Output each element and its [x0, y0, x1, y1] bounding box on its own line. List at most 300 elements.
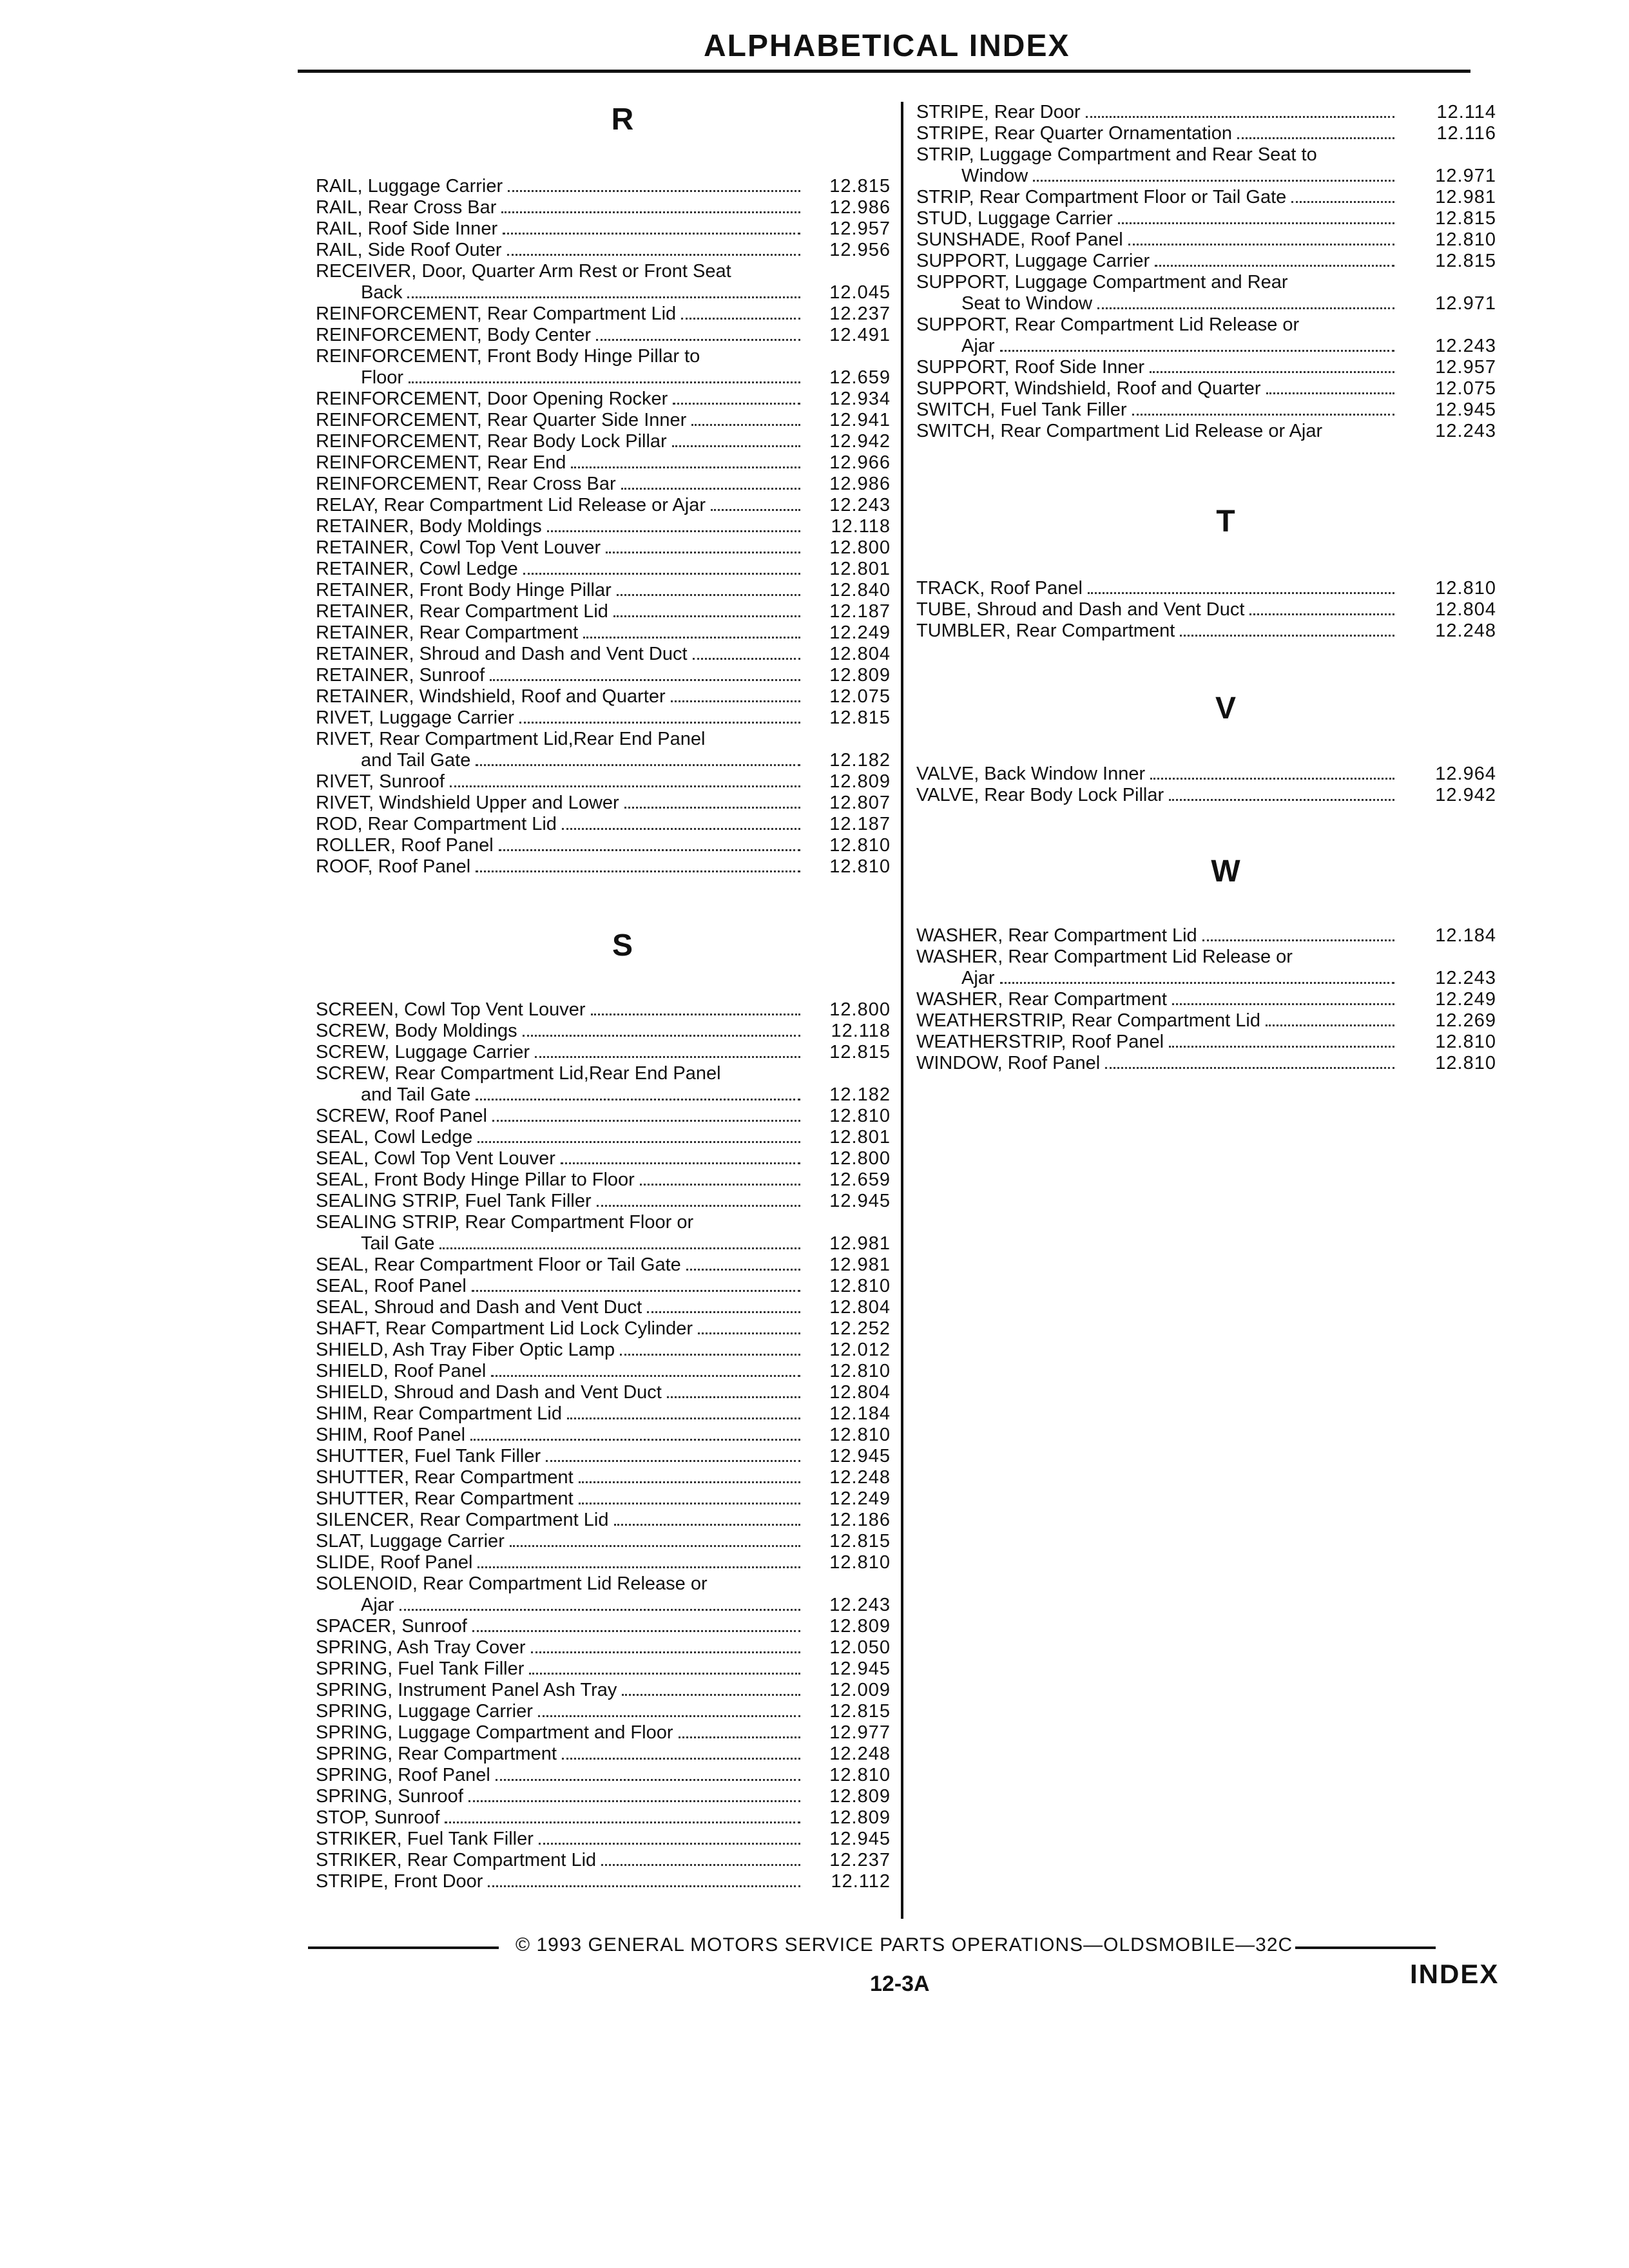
section-label: INDEX	[1410, 1959, 1499, 1989]
index-entry	[316, 1191, 891, 1212]
index-entry	[316, 1361, 891, 1382]
index-entry	[916, 599, 1496, 620]
page-reference: 12.815	[1435, 251, 1496, 271]
entry-list	[316, 999, 891, 1892]
dot-leader	[407, 296, 800, 298]
entry-text: SCREW, Luggage Carrier	[316, 1042, 530, 1062]
index-entry	[316, 1106, 891, 1127]
page-reference: 12.804	[829, 644, 891, 664]
dot-leader	[1097, 307, 1394, 309]
left-column	[316, 102, 891, 1892]
page-reference: 12.986	[829, 197, 891, 218]
entry-text: REINFORCEMENT, Body Center	[316, 325, 592, 345]
entry-text: RAIL, Roof Side Inner	[316, 218, 498, 239]
page-reference: 12.187	[829, 814, 891, 834]
page-reference: 12.810	[829, 1361, 891, 1381]
dot-leader	[539, 1843, 800, 1845]
index-entry	[316, 771, 891, 793]
dot-leader	[622, 1694, 800, 1696]
index-entry	[316, 707, 891, 729]
entry-list	[916, 925, 1496, 1074]
entry-text: SHUTTER, Rear Compartment	[316, 1488, 574, 1509]
entry-text: SLAT, Luggage Carrier	[316, 1531, 505, 1552]
section-letter: S	[612, 928, 633, 963]
dot-leader	[450, 785, 800, 787]
page-reference: 12.957	[829, 218, 891, 239]
index-entry	[316, 1382, 891, 1403]
page-reference: 12.801	[829, 1127, 891, 1148]
dot-leader	[562, 1758, 800, 1760]
entry-text: RETAINER, Rear Compartment Lid	[316, 601, 608, 622]
dot-leader	[1291, 201, 1394, 203]
page-reference: 12.957	[1435, 357, 1496, 378]
page-reference: 12.804	[1435, 599, 1496, 620]
entry-text: SPRING, Fuel Tank Filler	[316, 1658, 525, 1679]
index-entry	[316, 622, 891, 644]
index-entry	[316, 1488, 891, 1510]
entry-text: RAIL, Rear Cross Bar	[316, 197, 497, 218]
page-reference: 12.981	[829, 1233, 891, 1254]
entry-text: SPRING, Luggage Compartment and Floor	[316, 1722, 673, 1743]
dot-leader	[567, 1418, 800, 1419]
page-reference: 12.801	[829, 559, 891, 579]
entry-text-continued: Tail Gate	[361, 1233, 435, 1254]
entry-text: SUPPORT, Luggage Carrier	[916, 251, 1150, 271]
entry-text: SEAL, Shroud and Dash and Vent Duct	[316, 1297, 642, 1318]
index-entry	[316, 793, 891, 814]
index-entry	[916, 251, 1496, 272]
entry-text: SPRING, Sunroof	[316, 1786, 463, 1807]
dot-leader	[477, 1141, 800, 1143]
page-reference: 12.810	[829, 1765, 891, 1785]
page-reference: 12.810	[829, 856, 891, 877]
index-entry	[316, 1254, 891, 1276]
entry-text: SCREW, Body Moldings	[316, 1021, 517, 1041]
page-reference: 12.815	[829, 176, 891, 197]
index-entry	[916, 357, 1496, 378]
entry-text: REINFORCEMENT, Rear End	[316, 452, 566, 473]
dot-leader	[1128, 244, 1394, 245]
dot-leader	[535, 1056, 800, 1058]
dot-leader	[1033, 180, 1394, 182]
entry-text: STRIPE, Rear Door	[916, 102, 1081, 122]
dot-leader	[606, 552, 800, 553]
index-entry	[316, 601, 891, 622]
dot-leader	[477, 1566, 800, 1568]
page-reference: 12.977	[829, 1722, 891, 1743]
entry-text-continued: Back	[361, 282, 403, 303]
index-entry	[316, 303, 891, 325]
index-entry	[316, 1786, 891, 1807]
page-reference: 12.934	[829, 389, 891, 409]
index-entry	[916, 1032, 1496, 1053]
page-reference: 12.248	[829, 1744, 891, 1764]
dot-leader	[1105, 1067, 1394, 1069]
page-reference: 12.966	[829, 452, 891, 473]
page-reference: 12.114	[1436, 102, 1496, 122]
dot-leader	[472, 1630, 800, 1632]
entry-text: REINFORCEMENT, Rear Compartment Lid	[316, 303, 677, 324]
dot-leader	[617, 594, 800, 596]
dot-leader	[409, 381, 800, 383]
entry-text: ROOF, Roof Panel	[316, 856, 471, 877]
dot-leader	[681, 318, 800, 320]
dot-leader	[613, 615, 800, 617]
index-entry	[316, 1063, 891, 1106]
index-entry	[316, 1021, 891, 1042]
entry-text: REINFORCEMENT, Rear Quarter Side Inner	[316, 410, 687, 430]
page-reference: 12.186	[829, 1510, 891, 1530]
index-entry	[316, 1722, 891, 1744]
entry-text: SPACER, Sunroof	[316, 1616, 467, 1637]
entry-text: RECEIVER, Door, Quarter Arm Rest or Front Seat	[316, 261, 731, 282]
page-reference: 12.971	[1435, 293, 1496, 314]
dot-leader	[1118, 222, 1394, 224]
index-entry	[916, 1010, 1496, 1032]
entry-text: SCREW, Rear Compartment Lid,Rear End Panel	[316, 1063, 721, 1084]
index-entry	[916, 378, 1496, 399]
page-reference: 12.809	[829, 1616, 891, 1637]
index-entry	[316, 1829, 891, 1850]
index-entry	[916, 229, 1496, 251]
index-entry	[316, 559, 891, 580]
footer-rule-right	[1295, 1946, 1436, 1949]
entry-list	[916, 102, 1496, 442]
entry-text: REINFORCEMENT, Door Opening Rocker	[316, 389, 668, 409]
column-divider	[901, 102, 903, 1919]
dot-leader	[1150, 371, 1394, 373]
page-reference: 12.945	[829, 1191, 891, 1211]
index-entry	[316, 1127, 891, 1148]
page-reference: 12.807	[829, 793, 891, 813]
index-section	[916, 691, 1496, 806]
index-section	[316, 928, 891, 1892]
footer-copyright: © 1993 GENERAL MOTORS SERVICE PARTS OPERATIONS—OLDSMOBILE—32C	[516, 1934, 1293, 1956]
dot-leader	[400, 1609, 800, 1611]
dot-leader	[571, 466, 800, 468]
entry-text: SUNSHADE, Roof Panel	[916, 229, 1123, 250]
index-entry	[316, 1658, 891, 1680]
index-entry	[916, 399, 1496, 421]
index-entry	[316, 1850, 891, 1871]
page-reference: 12.942	[829, 431, 891, 452]
page-reference: 12.491	[829, 325, 891, 345]
dot-leader	[562, 828, 800, 830]
entry-text: STOP, Sunroof	[316, 1807, 440, 1828]
entry-text: WINDOW, Roof Panel	[916, 1053, 1101, 1073]
entry-text: SCREEN, Cowl Top Vent Louver	[316, 999, 586, 1020]
dot-leader	[1202, 939, 1394, 941]
page-reference: 12.815	[829, 1531, 891, 1552]
page-reference: 12.243	[829, 1595, 891, 1615]
page-reference: 12.810	[1435, 1053, 1496, 1073]
entry-text-continued: Ajar	[961, 336, 995, 356]
page-reference: 12.981	[829, 1254, 891, 1275]
page-reference: 12.182	[829, 750, 891, 771]
entry-text: STRIPE, Rear Quarter Ornamentation	[916, 123, 1232, 144]
entry-text: RELAY, Rear Compartment Lid Release or Ajar	[316, 495, 706, 515]
dot-leader	[698, 1332, 800, 1334]
dot-leader	[445, 1821, 800, 1823]
index-entry	[316, 1701, 891, 1722]
index-entry	[916, 144, 1496, 187]
entry-text: WASHER, Rear Compartment Lid Release or	[916, 947, 1293, 967]
entry-text: STRIP, Luggage Compartment and Rear Seat to	[916, 144, 1317, 165]
index-section	[916, 102, 1496, 442]
dot-leader	[468, 1800, 800, 1802]
dot-leader	[501, 211, 800, 213]
page-reference: 12.118	[831, 516, 891, 537]
page-reference: 12.815	[1435, 208, 1496, 229]
dot-leader	[1000, 982, 1394, 984]
entry-text: SCREW, Roof Panel	[316, 1106, 487, 1126]
entry-text: VALVE, Rear Body Lock Pillar	[916, 785, 1164, 805]
dot-leader	[711, 509, 800, 511]
dot-leader	[596, 339, 800, 341]
entry-text: SUPPORT, Windshield, Roof and Quarter	[916, 378, 1261, 399]
page-reference: 12.116	[1436, 123, 1496, 144]
dot-leader	[476, 870, 800, 872]
entry-text: SHIELD, Roof Panel	[316, 1361, 487, 1381]
entry-text: STRIP, Rear Compartment Floor or Tail Gate	[916, 187, 1287, 207]
page-reference: 12.659	[829, 367, 891, 388]
index-entry	[316, 240, 891, 261]
page-reference: 12.050	[829, 1637, 891, 1658]
entry-text: VALVE, Back Window Inner	[916, 764, 1146, 784]
page-number: 12-3A	[870, 1972, 930, 1996]
page-reference: 12.249	[829, 622, 891, 643]
section-letter: T	[1216, 505, 1235, 539]
dot-leader	[597, 1205, 800, 1207]
entry-text: SHIELD, Ash Tray Fiber Optic Lamp	[316, 1340, 615, 1360]
dot-leader	[476, 764, 800, 766]
dot-leader	[691, 424, 800, 426]
section-letter: W	[1211, 854, 1240, 889]
entry-text: RETAINER, Cowl Ledge	[316, 559, 518, 579]
index-entry	[316, 1042, 891, 1063]
entry-text: SLIDE, Roof Panel	[316, 1552, 473, 1573]
dot-leader	[614, 1524, 801, 1526]
index-entry	[316, 1403, 891, 1425]
index-entry	[916, 578, 1496, 599]
entry-text: STUD, Luggage Carrier	[916, 208, 1113, 229]
index-entry	[916, 925, 1496, 947]
dot-leader	[621, 488, 800, 490]
entry-text: RIVET, Rear Compartment Lid,Rear End Panel	[316, 729, 706, 749]
index-entry	[916, 785, 1496, 806]
index-entry	[316, 431, 891, 452]
page-reference: 12.815	[829, 1042, 891, 1062]
dot-leader	[640, 1184, 800, 1186]
page-reference: 12.945	[1435, 399, 1496, 420]
index-entry	[316, 537, 891, 559]
entry-text: ROLLER, Roof Panel	[316, 835, 494, 856]
index-entry	[916, 272, 1496, 314]
entry-text: SPRING, Luggage Carrier	[316, 1701, 533, 1722]
dot-leader	[579, 1481, 800, 1483]
dot-leader	[529, 1673, 800, 1675]
index-entry	[316, 1871, 891, 1892]
index-entry	[316, 1531, 891, 1552]
dot-leader	[472, 1290, 800, 1292]
index-entry	[916, 102, 1496, 123]
section-letter: V	[1215, 691, 1236, 726]
dot-leader	[1169, 799, 1394, 801]
page-reference: 12.252	[829, 1318, 891, 1339]
index-entry	[316, 1765, 891, 1786]
entry-text: SWITCH, Fuel Tank Filler	[916, 399, 1127, 420]
entry-text-continued: and Tail Gate	[361, 1084, 471, 1105]
entry-text: RETAINER, Front Body Hinge Pillar	[316, 580, 612, 601]
index-entry	[916, 764, 1496, 785]
entry-text: STRIPE, Front Door	[316, 1871, 483, 1892]
entry-text: RIVET, Windshield Upper and Lower	[316, 793, 619, 813]
index-entry	[916, 989, 1496, 1010]
index-entry	[916, 1053, 1496, 1074]
entry-text: SPRING, Instrument Panel Ash Tray	[316, 1680, 617, 1700]
entry-text: RETAINER, Windshield, Roof and Quarter	[316, 686, 666, 707]
dot-leader	[510, 1545, 800, 1547]
page-reference: 12.971	[1435, 166, 1496, 186]
page-reference: 12.243	[1435, 421, 1496, 441]
page-reference: 12.269	[1435, 1010, 1496, 1031]
entry-text: SHUTTER, Rear Compartment	[316, 1467, 574, 1488]
page-reference: 12.804	[829, 1382, 891, 1403]
entry-text: SEAL, Cowl Top Vent Louver	[316, 1148, 555, 1169]
dot-leader	[492, 1120, 800, 1122]
index-entry	[316, 1297, 891, 1318]
dot-leader	[538, 1715, 800, 1717]
page-reference: 12.800	[829, 537, 891, 558]
index-entry	[316, 1340, 891, 1361]
entry-text: RETAINER, Body Moldings	[316, 516, 542, 537]
entry-text: TUMBLER, Rear Compartment	[916, 620, 1175, 641]
entry-text: SHIELD, Shroud and Dash and Vent Duct	[316, 1382, 662, 1403]
entry-text: RETAINER, Cowl Top Vent Louver	[316, 537, 601, 558]
entry-text: REINFORCEMENT, Rear Body Lock Pillar	[316, 431, 667, 452]
entry-text: RETAINER, Rear Compartment	[316, 622, 579, 643]
entry-text: TRACK, Roof Panel	[916, 578, 1083, 599]
index-entry	[316, 686, 891, 707]
index-entry	[316, 325, 891, 346]
page-reference: 12.800	[829, 999, 891, 1020]
index-entry	[916, 947, 1496, 989]
page-reference: 12.942	[1435, 785, 1496, 805]
page-reference: 12.659	[829, 1169, 891, 1190]
index-entry	[316, 1212, 891, 1254]
page-reference: 12.112	[831, 1871, 891, 1892]
entry-text: SHIM, Rear Compartment Lid	[316, 1403, 562, 1424]
index-entry	[316, 1425, 891, 1446]
entry-text: WASHER, Rear Compartment	[916, 989, 1167, 1010]
index-entry	[316, 495, 891, 516]
page-reference: 12.941	[829, 410, 891, 430]
dot-leader	[1249, 613, 1394, 615]
dot-leader	[507, 254, 800, 256]
entry-list	[916, 578, 1496, 642]
entry-text: RAIL, Luggage Carrier	[316, 176, 503, 197]
dot-leader	[1086, 116, 1394, 118]
index-entry	[316, 1680, 891, 1701]
page-reference: 12.945	[829, 1446, 891, 1466]
entry-text: SUPPORT, Luggage Compartment and Rear	[916, 272, 1288, 293]
dot-leader	[508, 190, 800, 192]
entry-text: SEAL, Front Body Hinge Pillar to Floor	[316, 1169, 635, 1190]
page-reference: 12.945	[829, 1829, 891, 1849]
index-entry	[316, 1467, 891, 1488]
index-entry	[316, 729, 891, 771]
dot-leader	[591, 1014, 800, 1015]
entry-text: SPRING, Rear Compartment	[316, 1744, 557, 1764]
page-reference: 12.237	[829, 1850, 891, 1870]
page-reference: 12.118	[831, 1021, 891, 1041]
page-reference: 12.243	[1435, 968, 1496, 988]
page-reference: 12.981	[1435, 187, 1496, 207]
dot-leader	[679, 1736, 801, 1738]
entry-text: SEALING STRIP, Rear Compartment Floor or	[316, 1212, 694, 1233]
entry-text: SPRING, Ash Tray Cover	[316, 1637, 526, 1658]
index-entry	[316, 1318, 891, 1340]
entry-text: RETAINER, Shroud and Dash and Vent Duct	[316, 644, 688, 664]
dot-leader	[693, 658, 800, 660]
index-entry	[316, 1807, 891, 1829]
index-entry	[316, 814, 891, 835]
index-entry	[316, 261, 891, 303]
entry-text-continued: Ajar	[961, 968, 995, 988]
dot-leader	[1180, 635, 1394, 637]
page-reference: 12.187	[829, 601, 891, 622]
page-reference: 12.840	[829, 580, 891, 601]
index-entry	[316, 1510, 891, 1531]
page-reference: 12.243	[1435, 336, 1496, 356]
dot-leader	[547, 530, 800, 532]
right-column	[916, 102, 1496, 1074]
page-reference: 12.986	[829, 474, 891, 494]
dot-leader	[671, 700, 800, 702]
entry-list	[316, 176, 891, 878]
page-reference: 12.012	[829, 1340, 891, 1360]
index-entry	[316, 1552, 891, 1573]
entry-text: SILENCER, Rear Compartment Lid	[316, 1510, 609, 1530]
index-entry	[916, 187, 1496, 208]
dot-leader	[1237, 137, 1394, 139]
dot-leader	[439, 1247, 800, 1249]
dot-leader	[667, 1396, 800, 1398]
index-entry	[316, 1148, 891, 1169]
entry-text: SHAFT, Rear Compartment Lid Lock Cylinder	[316, 1318, 693, 1339]
index-entry	[916, 208, 1496, 229]
dot-leader	[561, 1162, 800, 1164]
dot-leader	[490, 679, 800, 681]
index-entry	[316, 1276, 891, 1297]
dot-leader	[1155, 265, 1394, 267]
dot-leader	[672, 445, 800, 447]
page-reference: 12.009	[829, 1680, 891, 1700]
index-entry	[316, 835, 891, 856]
page-reference: 12.810	[1435, 229, 1496, 250]
index-entry	[916, 421, 1496, 442]
dot-leader	[488, 1885, 800, 1887]
entry-text-continued: Floor	[361, 367, 404, 388]
page-reference: 12.810	[829, 1552, 891, 1573]
index-entry	[316, 1637, 891, 1658]
dot-leader	[579, 1503, 800, 1504]
page-reference: 12.810	[829, 1425, 891, 1445]
entry-text: RETAINER, Sunroof	[316, 665, 485, 686]
page-reference: 12.248	[1435, 620, 1496, 641]
dot-leader	[673, 403, 800, 405]
entry-text-continued: and Tail Gate	[361, 750, 471, 771]
